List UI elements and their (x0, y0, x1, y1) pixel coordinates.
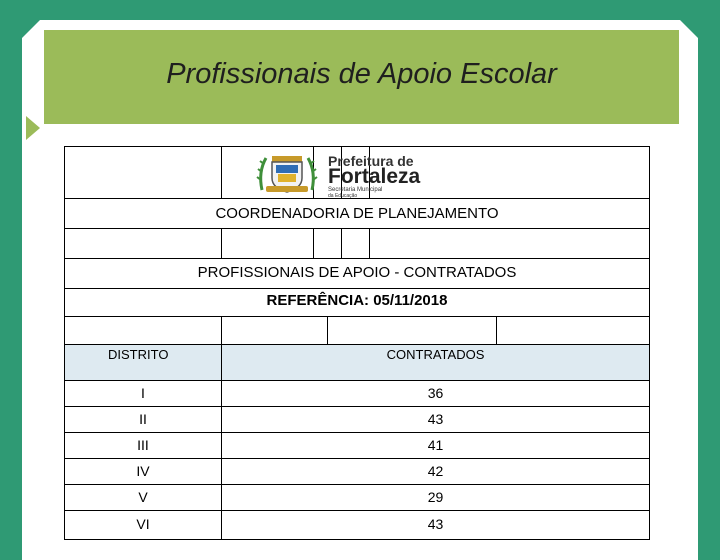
column-header-label: CONTRATADOS (386, 347, 485, 362)
district-name: V (138, 489, 148, 505)
contracted-count: 41 (427, 437, 444, 453)
report-title: PROFISSIONAIS DE APOIO - CONTRATADOS (197, 264, 517, 281)
title-arrow-decoration (26, 116, 40, 140)
district-name: I (141, 385, 145, 401)
corner-decoration (22, 20, 40, 38)
corner-decoration (680, 20, 698, 38)
contracted-count: 42 (427, 463, 444, 479)
table-cell (64, 146, 222, 199)
table-cell (369, 228, 650, 259)
table-cell (327, 316, 497, 345)
table-cell (221, 228, 314, 259)
table-cell (64, 228, 222, 259)
contracted-count: 43 (427, 516, 444, 532)
contracted-count: 36 (427, 385, 444, 401)
district-name: II (139, 411, 147, 427)
logo-line-1: Prefeitura de (328, 153, 414, 169)
table-cell (221, 316, 328, 345)
reference-date: REFERÊNCIA: 05/11/2018 (266, 292, 448, 309)
table-cell (341, 228, 370, 259)
district-name: VI (136, 516, 150, 532)
column-header-label: DISTRITO (108, 347, 169, 362)
coordination-label: COORDENADORIA DE PLANEJAMENTO (215, 205, 499, 222)
table-cell (313, 228, 342, 259)
contracted-count: 43 (427, 411, 444, 427)
district-name: III (137, 437, 149, 453)
coat-of-arms-icon (256, 150, 318, 196)
logo-line-2: Fortaleza (328, 165, 421, 188)
logo-line-4: da Educação (328, 193, 358, 199)
fortaleza-logo (256, 150, 436, 199)
contracted-count: 29 (427, 489, 444, 505)
district-table (64, 146, 650, 540)
slide-title: Profissionais de Apoio Escolar (166, 58, 557, 90)
logo-line-3: Secretaria Municipal (328, 187, 383, 193)
table-cell (64, 316, 222, 345)
table-cell (496, 316, 650, 345)
district-name: IV (136, 463, 150, 479)
